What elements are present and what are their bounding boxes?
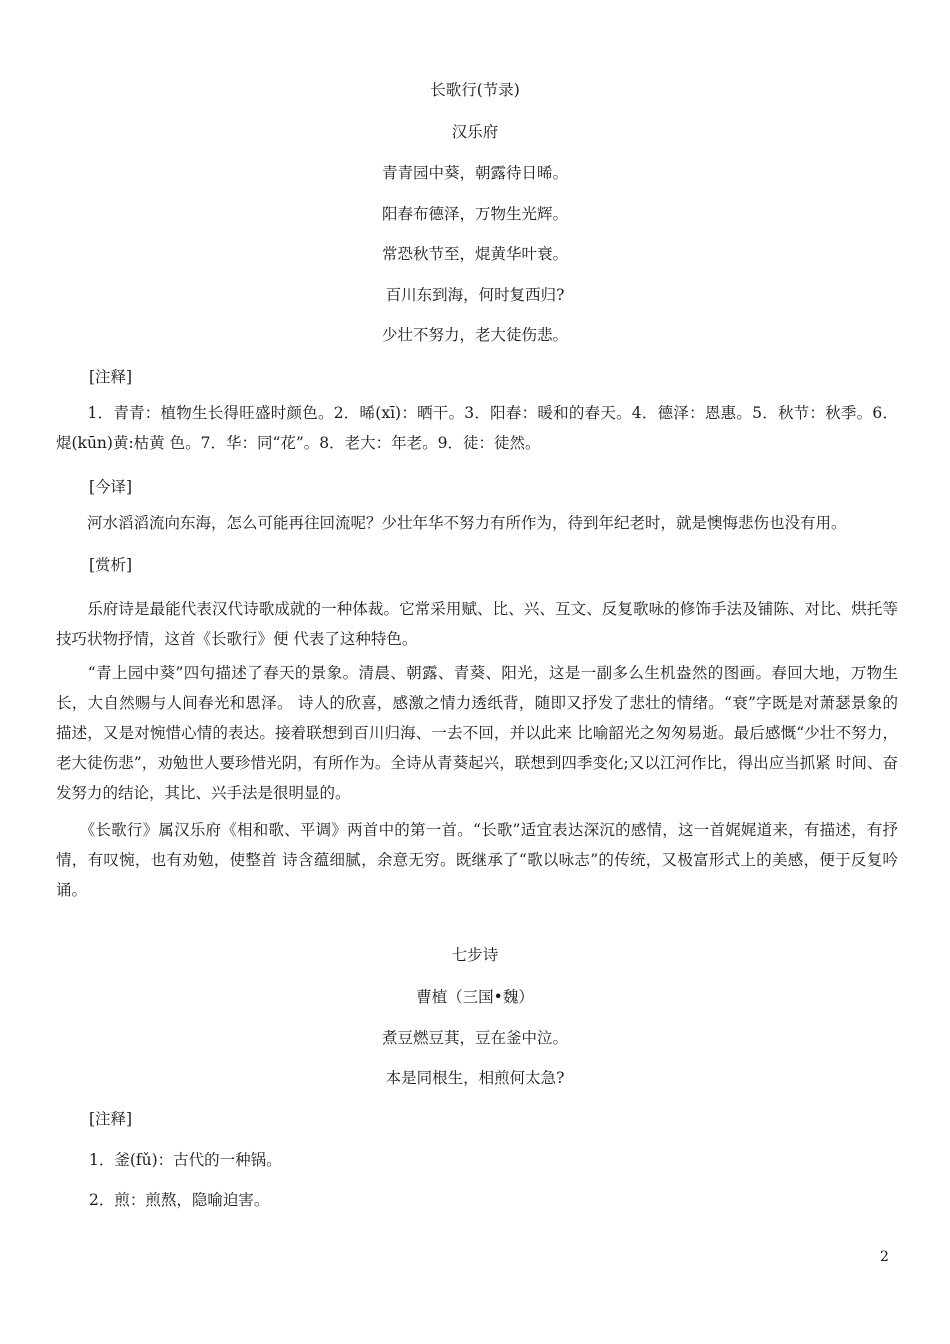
poem2-author: 曹植（三国•魏） xyxy=(416,988,534,1006)
poem1-appreciation-label: [赏析] xyxy=(89,556,133,574)
poem1-author: 汉乐府 xyxy=(451,123,499,141)
appreciation-paragraph: 《长歌行》属汉乐府《相和歌、平调》两首中的第一首。“长歌”适宜表达深沉的感情，这一首娓娓道来，有描述，有抒情，有叹惋，也有劝勉，使整首 诗含蕴细腻，余意无穷。既继承了“歌以咏志”的传统，又极富形式上的美感，便于反复吟诵。 xyxy=(56,821,898,899)
poem1-translation-label: [今译] xyxy=(89,478,133,496)
appreciation-paragraph: “青上园中葵”四句描述了春天的景象。清晨、朝露、青葵、阳光，这是一副多么生机盎然的图画。春回大地，万物生长，大自然赐与人间春光和恩泽。 诗人的欣喜，感激之情力透纸背，随即又抒发了悲壮的情绪。“衰”字既是对萧瑟景象的描述，又是对惋惜心情的表达。接着联想到百川归海、一去不回，并以此来 比喻韶光之匆匆易逝。最后感慨“少壮不努力，老大徒伤悲”，劝勉世人要珍惜光阴，有所作为。全诗从青葵起兴，联想到四季变化;又以江河作比，得出应当抓紧 时间、奋发努力的结论，其比、兴手法是很明显的。 xyxy=(56,664,898,802)
poem2-line: 本是同根生，相煎何太急? xyxy=(385,1069,565,1087)
poem1-line: 百川东到海，何时复西归? xyxy=(385,286,565,304)
poem1-line: 阳春布德泽，万物生光辉。 xyxy=(381,205,568,223)
poem1-line: 常恐秋节至，焜黄华叶衰。 xyxy=(381,245,568,263)
poem2-notes-label: [注释] xyxy=(89,1110,133,1128)
poem2-title: 七步诗 xyxy=(451,946,499,964)
poem2-line: 煮豆燃豆萁，豆在釜中泣。 xyxy=(381,1029,568,1047)
poem1-notes-text: 1．青青：植物生长得旺盛时颜色。2．晞(xī)：晒干。3．阳春：暖和的春天。4．德泽：恩惠。5．秋节：秋季。6．焜(kūn)黄:枯黄 色。7．华：同“花”。8．老大：年老。9．徒：徒然。 xyxy=(56,404,898,452)
poem2-note: 1．釜(fǔ)：古代的一种锅。 xyxy=(89,1151,282,1169)
poem1-line: 青青园中葵，朝露待日晞。 xyxy=(381,164,568,182)
appreciation-paragraph: 乐府诗是最能代表汉代诗歌成就的一种体裁。它常采用赋、比、兴、互文、反复歌咏的修饰手法及铺陈、对比、烘托等技巧状物抒情，这首《长歌行》便 代表了这种特色。 xyxy=(56,600,898,648)
page-number: 2 xyxy=(880,1249,889,1265)
poem1-line: 少壮不努力，老大徒伤悲。 xyxy=(381,326,568,344)
poem1-translation-text: 河水滔滔流向东海，怎么可能再往回流呢？少壮年华不努力有所作为，待到年纪老时，就是懊悔悲伤也没有用。 xyxy=(56,514,847,532)
poem1-notes-label: [注释] xyxy=(89,368,133,386)
poem1-title: 长歌行(节录) xyxy=(430,81,520,99)
poem2-note: 2．煎：煎熬，隐喻迫害。 xyxy=(89,1191,270,1209)
